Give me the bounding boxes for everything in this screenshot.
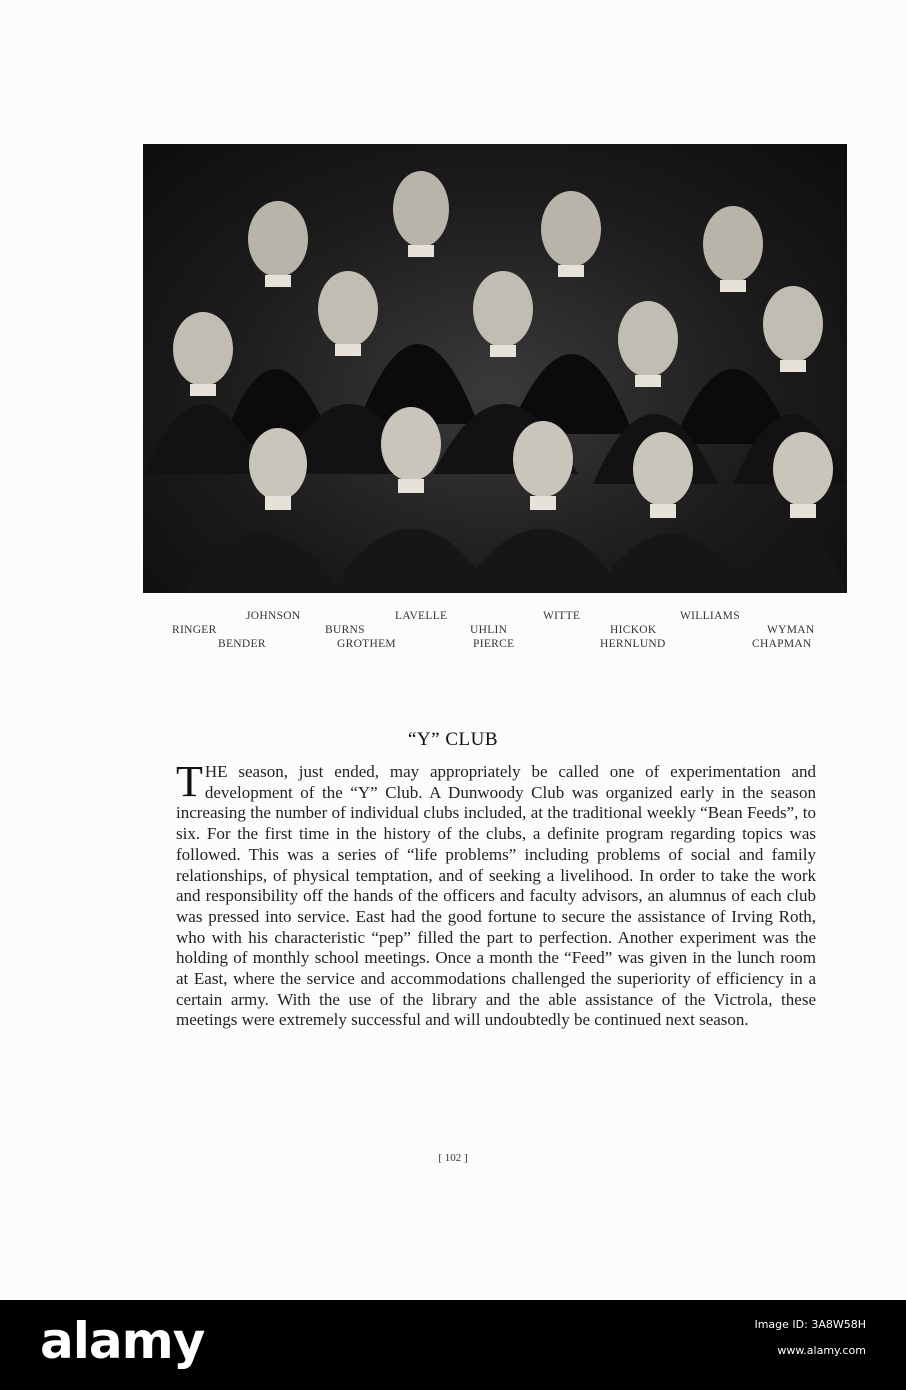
article-title: “Y” CLUB bbox=[407, 729, 498, 750]
caption-chapman: CHAPMAN bbox=[752, 638, 812, 650]
caption-johnson: JOHNSON bbox=[246, 610, 301, 622]
drop-cap: T bbox=[176, 757, 203, 806]
caption-witte: WITTE bbox=[543, 610, 581, 622]
caption-lavelle: LAVELLE bbox=[395, 610, 448, 622]
article-body bbox=[176, 757, 816, 1031]
image-id-label: Image ID: 3A8W58H bbox=[754, 1318, 866, 1331]
group-portrait-photo bbox=[143, 144, 847, 593]
alamy-logo: alamy bbox=[40, 1312, 205, 1370]
site-url: www.alamy.com bbox=[777, 1344, 866, 1357]
caption-burns: BURNS bbox=[325, 624, 365, 636]
caption-williams: WILLIAMS bbox=[680, 610, 740, 622]
caption-bender: BENDER bbox=[218, 638, 266, 650]
caption-pierce: PIERCE bbox=[473, 638, 515, 650]
page-number: [ 102 ] bbox=[438, 1152, 468, 1164]
caption-hickok: HICKOK bbox=[610, 624, 657, 636]
caption-hernlund: HERNLUND bbox=[600, 638, 666, 650]
caption-wyman: WYMAN bbox=[767, 624, 815, 636]
article-body-text: HE season, just ended, may appropriately be called one of experimentation and development of the “Y” Club. A Dunwoody Club was organized early in the season increasing the number of individual clubs included, at the traditional weekly “Bean Feeds”, to six. For the first time in the history of the clubs, a definite program regarding topics was followed. This was a series of “life problems” including problems of social and family relationships, of physical temptation, and of seeking a livelihood. In order to take the work and responsibility off the hands of the officers and faculty advisors, an alumnus of each club was pressed into service. East had the good fortune to secure the assistance of Irving Roth, who with his characteristic “pep” filled the part to perfection. Another experiment was the holding of monthly school meetings. Once a month the “Feed” was given in the lunch room at East, where the service and accommodations challenged the superiority of efficiency in a certain army. With the use of the library and the able assistance of the Victrola, these meetings were extremely successful and will undoubtedly be continued next season. bbox=[176, 762, 816, 1030]
group-portrait-icon bbox=[143, 144, 847, 593]
caption-grothem: GROTHEM bbox=[337, 638, 396, 650]
stock-image-id bbox=[754, 1312, 866, 1364]
caption-ringer: RINGER bbox=[172, 624, 217, 636]
caption-uhlin: UHLIN bbox=[470, 624, 508, 636]
